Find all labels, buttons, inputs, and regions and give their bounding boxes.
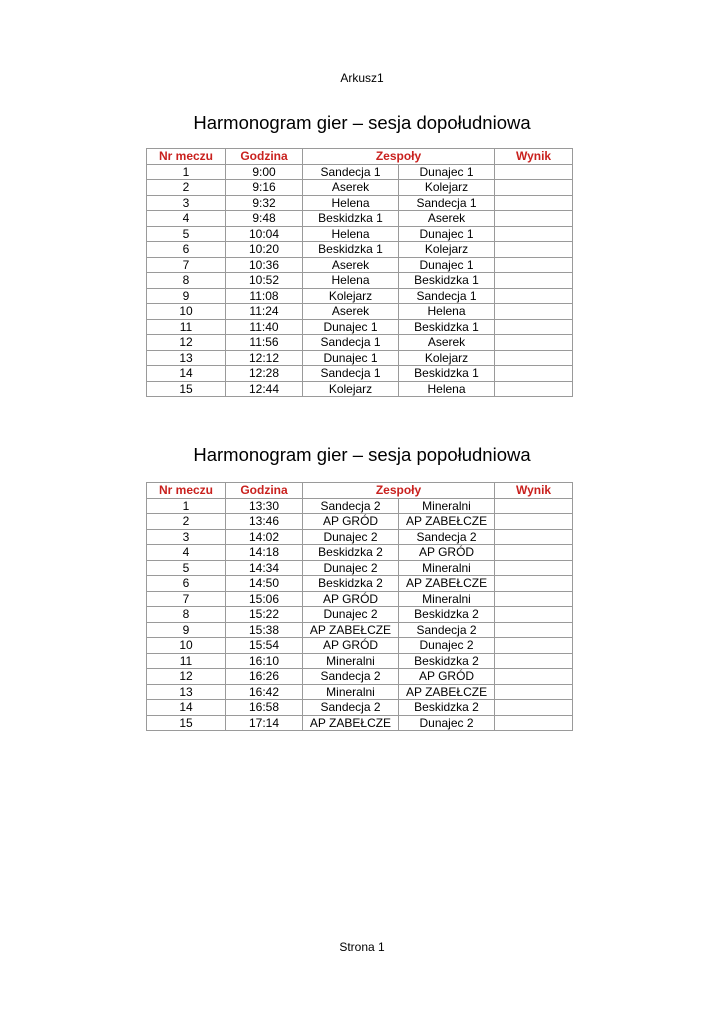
home-team-cell: Dunajec 2 <box>303 560 399 576</box>
match-number-cell: 14 <box>147 700 226 716</box>
time-cell: 16:58 <box>226 700 303 716</box>
table-row <box>147 514 573 530</box>
header-result: Wynik <box>495 149 573 165</box>
table-row <box>147 350 573 366</box>
result-cell <box>495 591 573 607</box>
table-row <box>147 653 573 669</box>
afternoon-session-title: Harmonogram gier – sesja popołudniowa <box>193 444 531 465</box>
home-team-cell: AP GRÓD <box>303 638 399 654</box>
afternoon-schedule-table <box>146 482 573 731</box>
home-team-cell: Mineralni <box>303 653 399 669</box>
home-team-cell: AP ZABEŁCZE <box>303 622 399 638</box>
away-team-cell: Helena <box>399 381 495 397</box>
home-team-cell: Beskidzka 2 <box>303 576 399 592</box>
home-team-cell: Sandecja 2 <box>303 498 399 514</box>
result-cell <box>495 195 573 211</box>
time-cell: 14:34 <box>226 560 303 576</box>
result-cell <box>495 366 573 382</box>
result-cell <box>495 180 573 196</box>
time-cell: 11:24 <box>226 304 303 320</box>
time-cell: 16:26 <box>226 669 303 685</box>
table-row <box>147 700 573 716</box>
time-cell: 15:22 <box>226 607 303 623</box>
away-team-cell: Dunajec 1 <box>399 226 495 242</box>
table-row <box>147 195 573 211</box>
time-cell: 13:46 <box>226 514 303 530</box>
time-cell: 11:56 <box>226 335 303 351</box>
match-number-cell: 12 <box>147 669 226 685</box>
match-number-cell: 8 <box>147 273 226 289</box>
match-number-cell: 15 <box>147 381 226 397</box>
home-team-cell: Sandecja 1 <box>303 335 399 351</box>
away-team-cell: Beskidzka 2 <box>399 607 495 623</box>
away-team-cell: Kolejarz <box>399 242 495 258</box>
table-row <box>147 381 573 397</box>
table-row <box>147 180 573 196</box>
match-number-cell: 5 <box>147 226 226 242</box>
home-team-cell: Mineralni <box>303 684 399 700</box>
match-number-cell: 12 <box>147 335 226 351</box>
match-number-cell: 9 <box>147 288 226 304</box>
away-team-cell: Mineralni <box>399 498 495 514</box>
away-team-cell: Sandecja 1 <box>399 195 495 211</box>
match-number-cell: 9 <box>147 622 226 638</box>
away-team-cell: Beskidzka 2 <box>399 653 495 669</box>
away-team-cell: Beskidzka 1 <box>399 319 495 335</box>
away-team-cell: Kolejarz <box>399 180 495 196</box>
result-cell <box>495 576 573 592</box>
table-row <box>147 242 573 258</box>
result-cell <box>495 319 573 335</box>
home-team-cell: AP GRÓD <box>303 591 399 607</box>
table-row <box>147 560 573 576</box>
match-number-cell: 3 <box>147 195 226 211</box>
time-cell: 9:00 <box>226 164 303 180</box>
time-cell: 11:40 <box>226 319 303 335</box>
header-match-number: Nr meczu <box>147 483 226 499</box>
home-team-cell: AP GRÓD <box>303 514 399 530</box>
time-cell: 10:36 <box>226 257 303 273</box>
result-cell <box>495 700 573 716</box>
away-team-cell: AP ZABEŁCZE <box>399 576 495 592</box>
time-cell: 10:04 <box>226 226 303 242</box>
time-cell: 15:06 <box>226 591 303 607</box>
table-row <box>147 226 573 242</box>
result-cell <box>495 545 573 561</box>
home-team-cell: Beskidzka 1 <box>303 242 399 258</box>
time-cell: 9:16 <box>226 180 303 196</box>
result-cell <box>495 211 573 227</box>
header-time: Godzina <box>226 149 303 165</box>
table-row <box>147 319 573 335</box>
result-cell <box>495 381 573 397</box>
home-team-cell: AP ZABEŁCZE <box>303 715 399 731</box>
match-number-cell: 7 <box>147 591 226 607</box>
home-team-cell: Sandecja 1 <box>303 164 399 180</box>
home-team-cell: Sandecja 2 <box>303 669 399 685</box>
match-number-cell: 10 <box>147 638 226 654</box>
result-cell <box>495 653 573 669</box>
result-cell <box>495 242 573 258</box>
result-cell <box>495 514 573 530</box>
table-row <box>147 576 573 592</box>
match-number-cell: 10 <box>147 304 226 320</box>
result-cell <box>495 226 573 242</box>
result-cell <box>495 529 573 545</box>
away-team-cell: Dunajec 2 <box>399 715 495 731</box>
time-cell: 14:50 <box>226 576 303 592</box>
result-cell <box>495 638 573 654</box>
table-row <box>147 638 573 654</box>
away-team-cell: Sandecja 2 <box>399 622 495 638</box>
table-row <box>147 288 573 304</box>
table-row <box>147 607 573 623</box>
afternoon-rows <box>147 498 573 731</box>
home-team-cell: Sandecja 2 <box>303 700 399 716</box>
match-number-cell: 4 <box>147 545 226 561</box>
time-cell: 10:20 <box>226 242 303 258</box>
table-row <box>147 335 573 351</box>
sheet-name: Arkusz1 <box>340 71 384 85</box>
morning-schedule-table <box>146 148 573 397</box>
match-number-cell: 13 <box>147 350 226 366</box>
table-row <box>147 715 573 731</box>
away-team-cell: Dunajec 1 <box>399 257 495 273</box>
result-cell <box>495 684 573 700</box>
time-cell: 14:18 <box>226 545 303 561</box>
header-match-number: Nr meczu <box>147 149 226 165</box>
home-team-cell: Dunajec 2 <box>303 529 399 545</box>
table-row <box>147 545 573 561</box>
page-number: Strona 1 <box>339 940 385 954</box>
result-cell <box>495 257 573 273</box>
header-teams: Zespoły <box>303 483 495 499</box>
match-number-cell: 15 <box>147 715 226 731</box>
result-cell <box>495 164 573 180</box>
table-row <box>147 591 573 607</box>
home-team-cell: Aserek <box>303 257 399 273</box>
match-number-cell: 14 <box>147 366 226 382</box>
match-number-cell: 11 <box>147 319 226 335</box>
away-team-cell: Helena <box>399 304 495 320</box>
table-header-row <box>147 149 573 165</box>
result-cell <box>495 669 573 685</box>
result-cell <box>495 498 573 514</box>
table-row <box>147 273 573 289</box>
result-cell <box>495 304 573 320</box>
result-cell <box>495 560 573 576</box>
result-cell <box>495 622 573 638</box>
result-cell <box>495 715 573 731</box>
away-team-cell: Aserek <box>399 335 495 351</box>
result-cell <box>495 335 573 351</box>
table-row <box>147 529 573 545</box>
match-number-cell: 2 <box>147 180 226 196</box>
header-time: Godzina <box>226 483 303 499</box>
match-number-cell: 6 <box>147 576 226 592</box>
time-cell: 15:54 <box>226 638 303 654</box>
match-number-cell: 6 <box>147 242 226 258</box>
header-teams: Zespoły <box>303 149 495 165</box>
result-cell <box>495 607 573 623</box>
time-cell: 9:32 <box>226 195 303 211</box>
home-team-cell: Dunajec 2 <box>303 607 399 623</box>
time-cell: 14:02 <box>226 529 303 545</box>
table-row <box>147 622 573 638</box>
result-cell <box>495 288 573 304</box>
time-cell: 12:28 <box>226 366 303 382</box>
away-team-cell: Beskidzka 2 <box>399 700 495 716</box>
away-team-cell: AP ZABEŁCZE <box>399 514 495 530</box>
home-team-cell: Beskidzka 1 <box>303 211 399 227</box>
home-team-cell: Dunajec 1 <box>303 350 399 366</box>
time-cell: 17:14 <box>226 715 303 731</box>
morning-session-title: Harmonogram gier – sesja dopołudniowa <box>193 112 531 133</box>
table-row <box>147 257 573 273</box>
time-cell: 11:08 <box>226 288 303 304</box>
away-team-cell: Aserek <box>399 211 495 227</box>
result-cell <box>495 350 573 366</box>
home-team-cell: Helena <box>303 273 399 289</box>
time-cell: 16:42 <box>226 684 303 700</box>
away-team-cell: Dunajec 1 <box>399 164 495 180</box>
home-team-cell: Sandecja 1 <box>303 366 399 382</box>
table-row <box>147 684 573 700</box>
time-cell: 12:44 <box>226 381 303 397</box>
morning-rows <box>147 164 573 397</box>
match-number-cell: 4 <box>147 211 226 227</box>
table-row <box>147 164 573 180</box>
result-cell <box>495 273 573 289</box>
time-cell: 10:52 <box>226 273 303 289</box>
away-team-cell: Dunajec 2 <box>399 638 495 654</box>
table-row <box>147 498 573 514</box>
match-number-cell: 1 <box>147 164 226 180</box>
time-cell: 12:12 <box>226 350 303 366</box>
match-number-cell: 2 <box>147 514 226 530</box>
match-number-cell: 8 <box>147 607 226 623</box>
away-team-cell: Mineralni <box>399 560 495 576</box>
time-cell: 9:48 <box>226 211 303 227</box>
table-row <box>147 669 573 685</box>
away-team-cell: AP ZABEŁCZE <box>399 684 495 700</box>
table-row <box>147 366 573 382</box>
away-team-cell: Kolejarz <box>399 350 495 366</box>
time-cell: 13:30 <box>226 498 303 514</box>
table-row <box>147 304 573 320</box>
away-team-cell: Sandecja 2 <box>399 529 495 545</box>
home-team-cell: Aserek <box>303 304 399 320</box>
time-cell: 16:10 <box>226 653 303 669</box>
match-number-cell: 1 <box>147 498 226 514</box>
away-team-cell: Mineralni <box>399 591 495 607</box>
home-team-cell: Helena <box>303 226 399 242</box>
away-team-cell: Beskidzka 1 <box>399 273 495 289</box>
home-team-cell: Dunajec 1 <box>303 319 399 335</box>
header-result: Wynik <box>495 483 573 499</box>
away-team-cell: Sandecja 1 <box>399 288 495 304</box>
home-team-cell: Helena <box>303 195 399 211</box>
away-team-cell: AP GRÓD <box>399 545 495 561</box>
away-team-cell: AP GRÓD <box>399 669 495 685</box>
table-row <box>147 211 573 227</box>
table-header-row <box>147 483 573 499</box>
match-number-cell: 7 <box>147 257 226 273</box>
away-team-cell: Beskidzka 1 <box>399 366 495 382</box>
match-number-cell: 13 <box>147 684 226 700</box>
match-number-cell: 11 <box>147 653 226 669</box>
home-team-cell: Kolejarz <box>303 381 399 397</box>
home-team-cell: Aserek <box>303 180 399 196</box>
time-cell: 15:38 <box>226 622 303 638</box>
home-team-cell: Kolejarz <box>303 288 399 304</box>
match-number-cell: 5 <box>147 560 226 576</box>
home-team-cell: Beskidzka 2 <box>303 545 399 561</box>
match-number-cell: 3 <box>147 529 226 545</box>
